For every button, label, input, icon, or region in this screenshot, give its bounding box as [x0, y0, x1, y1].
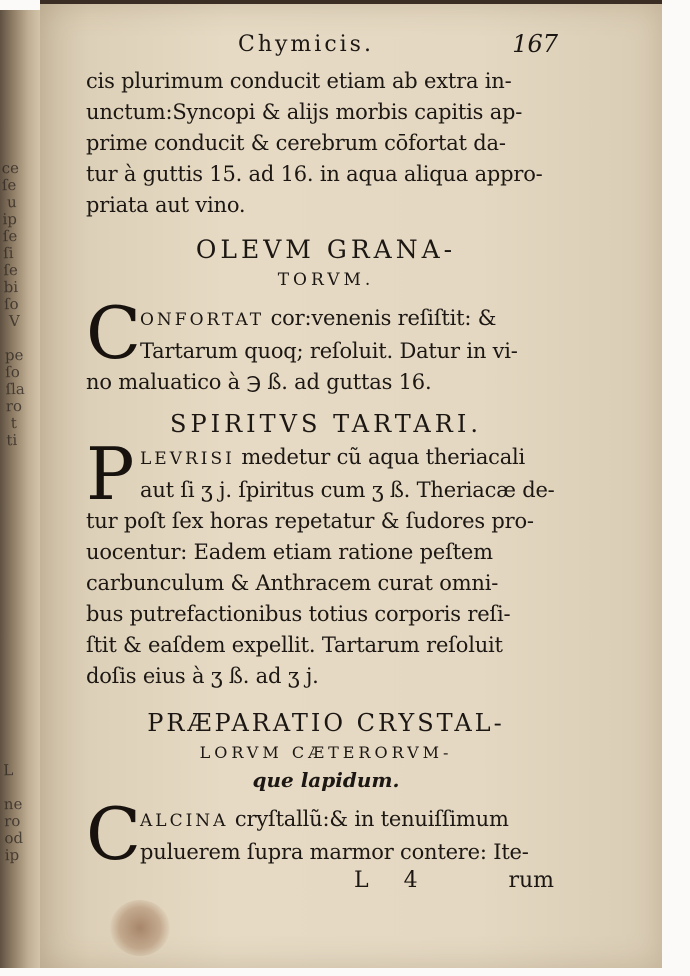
text-line: doſis eius à ʒ ß. ad ʒ j.: [86, 664, 319, 688]
facing-page-edge: [0, 10, 40, 968]
text-line: uocentur: Eadem etiam ratione peſtem: [86, 540, 493, 564]
right-margin: [662, 0, 690, 976]
catchword: rum: [508, 868, 554, 893]
section-heading-spiritus: SPIRITVS TARTARI.: [170, 410, 482, 438]
text-line: tur poſt ſex horas repetatur & ſudores pro-: [86, 509, 534, 533]
page-number: 167: [512, 30, 558, 58]
facing-page-text: ce ſe u ip ſe ſi ſe bi ſo V pe ſo ſla ro t ti: [1, 158, 25, 450]
paragraph-spiritus: [86, 432, 566, 692]
drop-cap: P: [86, 432, 135, 516]
text-line: ſtit & eaſdem expellit. Tartarum reſoluit: [86, 633, 503, 657]
drop-cap: C: [86, 792, 142, 876]
section-heading-praeparatio: PRÆPARATIO CRYSTAL-: [147, 709, 505, 737]
facing-page-text-lower: L ne ro od ip: [3, 761, 24, 865]
text-line: unctum:Syncopi & alijs morbis capitis ap-: [86, 100, 523, 124]
running-head-title: Chymicis.: [238, 32, 374, 57]
text-line: cis plurimum conducit etiam ab extra in-: [86, 69, 512, 93]
paragraph-praeparatio: [86, 792, 566, 876]
text-line: no maluatico à ℈ ß. ad guttas 16.: [86, 370, 432, 394]
signature-mark: L 4: [354, 868, 432, 893]
section-heading-praeparatio-2: LORVM CÆTERORVM-: [199, 743, 453, 762]
text-line: Tartarum quoq; reſoluit. Datur in vi-: [140, 339, 518, 363]
section-heading-oleum-2: TORVM.: [277, 270, 375, 290]
paragraph-oleum: [86, 291, 566, 398]
text-line: tur à guttis 15. ad 16. in aqua aliqua appro-: [86, 162, 543, 186]
opening-paragraph: [86, 66, 566, 221]
page-stain: [110, 900, 170, 956]
page-text: [86, 30, 566, 900]
signature-line: [86, 868, 566, 900]
text-line: ALCINA cryſtallũ:& in tenuiſſimum: [140, 807, 509, 831]
text-line: puluerem ſupra marmor contere: Ite-: [140, 840, 529, 864]
text-line: bus putrefactionibus totius corporis reſi-: [86, 602, 511, 626]
text-line: LEVRISI medetur cũ aqua theriacali: [140, 445, 526, 469]
running-head: [86, 30, 566, 66]
text-line: prime conducit & cerebrum cōfortat da-: [86, 131, 506, 155]
section-heading-oleum: OLEVM GRANA-: [195, 235, 457, 264]
text-line: ONFORTAT cor:venenis reſiſtit: &: [140, 306, 497, 330]
section-heading-praeparatio-3: que lapidum.: [252, 768, 400, 792]
text-line: priata aut vino.: [86, 193, 246, 217]
drop-cap: C: [86, 291, 142, 375]
text-line: aut ſi ʒ j. ſpiritus cum ʒ ß. Theriacæ de-: [140, 478, 555, 502]
text-line: carbunculum & Anthracem curat omni-: [86, 571, 499, 595]
